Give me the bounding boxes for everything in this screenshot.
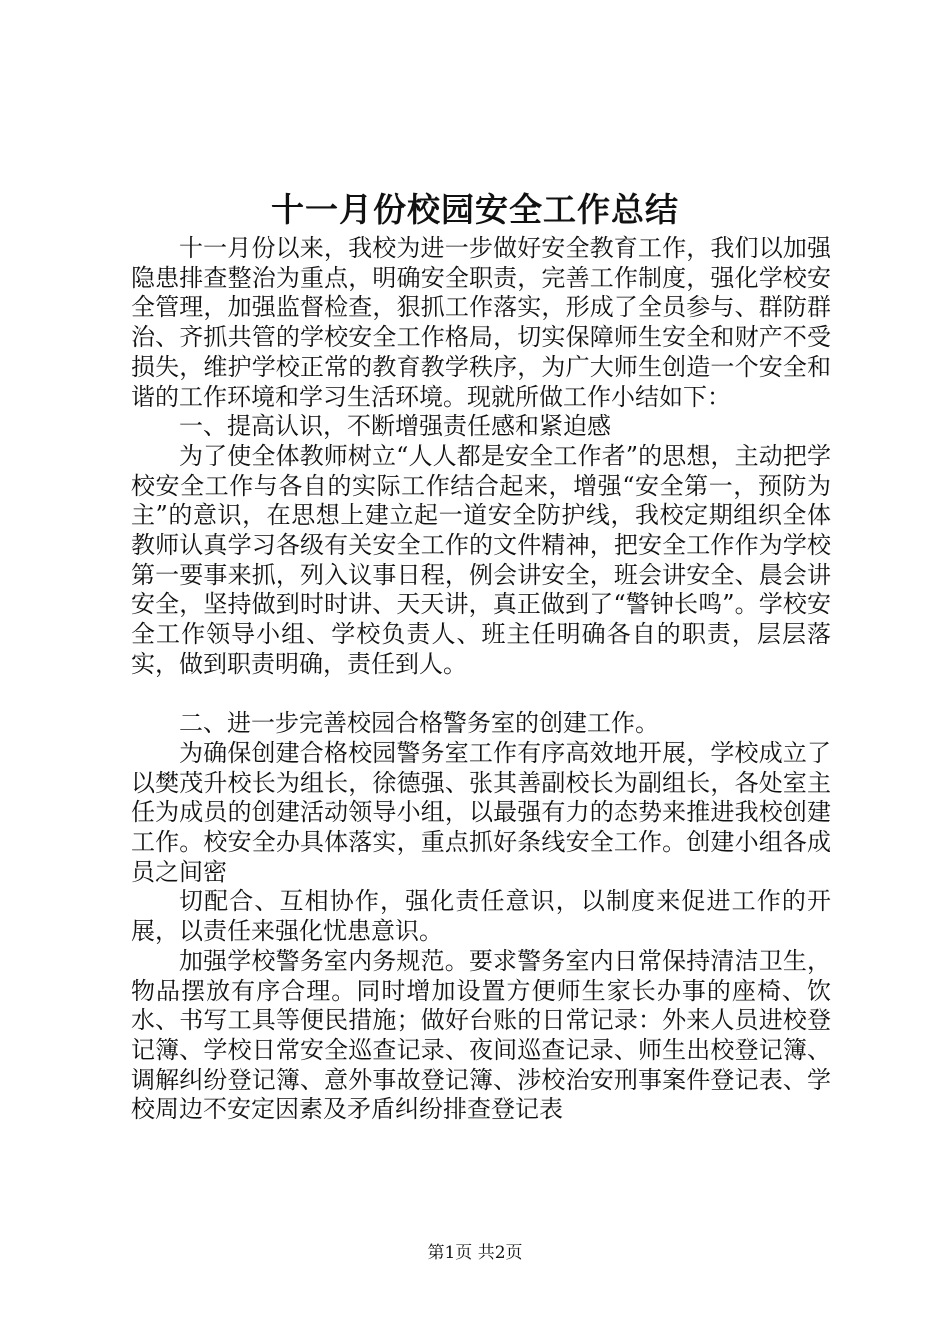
section-2-paragraph: 为确保创建合格校园警务室工作有序高效地开展，学校成立了以樊茂升校长为组长，徐德强、张其善副校长为副组长，各处室主任为成员的创建活动领导小组，以最强有力的态势来推进我校创建工作。校安全办具体落实，重点抓好条线安全工作。创建小组各成员之间密: [131, 738, 831, 886]
section-1-paragraph: 为了使全体教师树立“人人都是安全工作者”的思想，主动把学校安全工作与各自的实际工作结合起来，增强“安全第一，预防为主”的意识，在思想上建立起一道安全防护线，我校定期组织全体教师认真学习各级有关安全工作的文件精神，把安全工作作为学校第一要事来抓，列入议事日程，例会讲安全，班会讲安全、晨会讲安全，坚持做到时时讲、天天讲，真正做到了“警钟长鸣”。学校安全工作领导小组、学校负责人、班主任明确各自的职责，层层落实，做到职责明确，责任到人。: [131, 441, 831, 678]
section-heading-1: 一、提高认识，不断增强责任感和紧迫感: [179, 412, 611, 441]
document-body: [131, 234, 831, 1125]
section-2-continued-paragraph: 切配合、互相协作，强化责任意识，以制度来促进工作的开展，以责任来强化忧患意识。: [131, 887, 831, 946]
section-2-police-room-paragraph: 加强学校警务室内务规范。要求警务室内日常保持清洁卫生，物品摆放有序合理。同时增加设置方便师生家长办事的座椅、饮水、书写工具等便民措施；做好台账的日常记录：外来人员进校登记簿、学校日常安全巡查记录、夜间巡查记录、师生出校登记簿、调解纠纷登记簿、意外事故登记簿、涉校治安刑事案件登记表、学校周边不安定因素及矛盾纠纷排查登记表: [131, 946, 831, 1124]
page-number-footer: 第1页 共2页: [427, 1243, 523, 1263]
paragraph-spacer: [131, 680, 831, 710]
section-heading-2: 二、进一步完善校园合格警务室的创建工作。: [179, 709, 659, 738]
intro-paragraph: 十一月份以来，我校为进一步做好安全教育工作，我们以加强隐患排查整治为重点，明确安全职责，完善工作制度，强化学校安全管理，加强监督检查，狠抓工作落实，形成了全员参与、群防群治、齐抓共管的学校安全工作格局，切实保障师生安全和财产不受损失，维护学校正常的教育教学秩序，为广大师生创造一个安全和谐的工作环境和学习生活环境。现就所做工作小结如下：: [131, 234, 831, 411]
document-title: 十一月份校园安全工作总结: [271, 190, 679, 229]
